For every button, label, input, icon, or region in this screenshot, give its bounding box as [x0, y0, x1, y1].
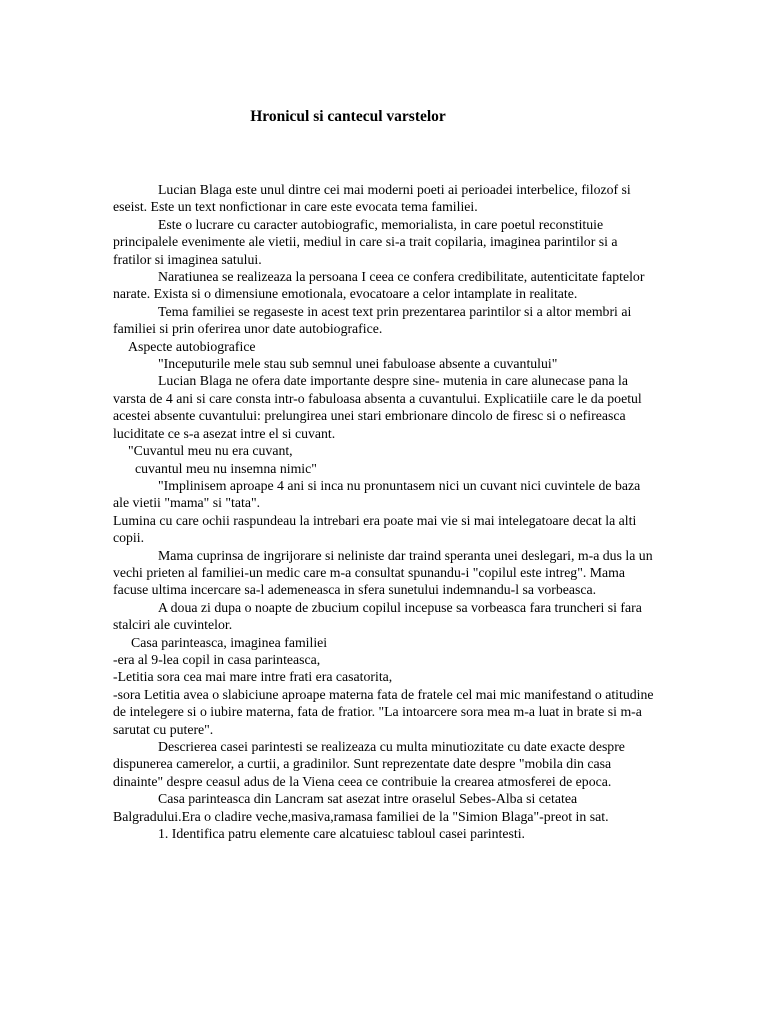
- quote: "Implinisem aproape 4 ani si inca nu pronuntasem nici un cuvant nici cuvintele de baza ale vietii "mama" si "tata".: [113, 477, 641, 511]
- list-item: -Letitia sora cea mai mare intre frati era casatorita,: [113, 669, 393, 685]
- list-item: -sora Letitia avea o slabiciune aproape materna fata de fratele cel mai mic manifestand o atitudine de intelegere si o iubire materna, fata de fratior. "La intoarcere sora mea m-a luat in brate si m-a sarutat cu putere".: [113, 686, 654, 737]
- document-body: [113, 181, 658, 842]
- paragraph: Casa parinteasca din Lancram sat asezat intre oraselul Sebes-Alba si cetatea Balgradului.Era o cladire veche,masiva,ramasa familiei de la "Simion Blaga"-preot in sat.: [113, 791, 609, 824]
- quote-line: "Cuvantul meu nu era cuvant,: [128, 443, 293, 459]
- paragraph: Naratiunea se realizeaza la persoana I ceea ce confera credibilitate, autenticitate faptelor narate. Exista si o dimensiune emotionala, evocatoare a celor intamplate in realitate.: [113, 269, 645, 302]
- paragraph: Lumina cu care ochii raspundeau la intrebari era poate mai vie si mai intelegatoare decat la alti copii.: [113, 512, 637, 546]
- paragraph: Este o lucrare cu caracter autobiografic, memorialista, in care poetul reconstituie principalele evenimente ale vietii, mediul in care si-a trait copilaria, imaginea parintilor si a fratilor si imaginea satului.: [113, 216, 618, 267]
- paragraph: Lucian Blaga este unul dintre cei mai moderni poeti ai perioadei interbelice, filozof si eseist. Este un text nonfictionar in care este evocata tema familiei.: [113, 182, 631, 215]
- paragraph: A doua zi dupa o noapte de zbucium copilul incepuse sa vorbeasca fara truncheri si fara stalciri ale cuvintelor.: [113, 599, 642, 633]
- list-item: -era al 9-lea copil in casa parinteasca,: [113, 651, 321, 667]
- paragraph: Descrierea casei parintesti se realizeaza cu multa minutiozitate cu date exacte despre dispunerea camerelor, a curtii, a gradinilor. Sunt reprezentate date despre "mobila din casa dinainte" despre ceasul adus de la Viena ceea ce contribuie la crearea atmosferei de epoca.: [113, 739, 625, 789]
- section-heading: Aspecte autobiografice: [128, 338, 256, 354]
- quote-line: cuvantul meu nu insemna nimic": [135, 460, 317, 476]
- paragraph: Lucian Blaga ne ofera date importante despre sine- mutenia in care alunecase pana la varsta de 4 ani si care consta intr-o fabuloasa absenta a cuvantului. Explicatiile care le da poetul acestei absente cuvantului: prelungirea unei stari embrionare dincolo de firesc si o nefireasca luciditate ce s-a asezat intre el si cuvant.: [113, 373, 642, 441]
- section-heading: Casa parinteasca, imaginea familiei: [131, 634, 328, 650]
- paragraph: Mama cuprinsa de ingrijorare si neliniste dar traind speranta unei deslegari, m-a dus la un vechi prieten al familiei-un medic care m-a consultat spunandu-i "copilul este intreg". Mama facuse ultima incercare sa-l ademeneasca in sfera sunetului indemnandu-l sa vorbeasca.: [113, 547, 653, 598]
- paragraph: Tema familiei se regaseste in acest text prin prezentarea parintilor si a altor membri ai familiei si prin oferirea unor date autobiografice.: [113, 303, 632, 337]
- document-title: Hronicul si cantecul varstelor: [250, 108, 446, 125]
- exercise-question: 1. Identifica patru elemente care alcatuiesc tabloul casei parintesti.: [158, 826, 525, 842]
- quote: "Inceputurile mele stau sub semnul unei fabuloase absente a cuvantului": [158, 356, 558, 372]
